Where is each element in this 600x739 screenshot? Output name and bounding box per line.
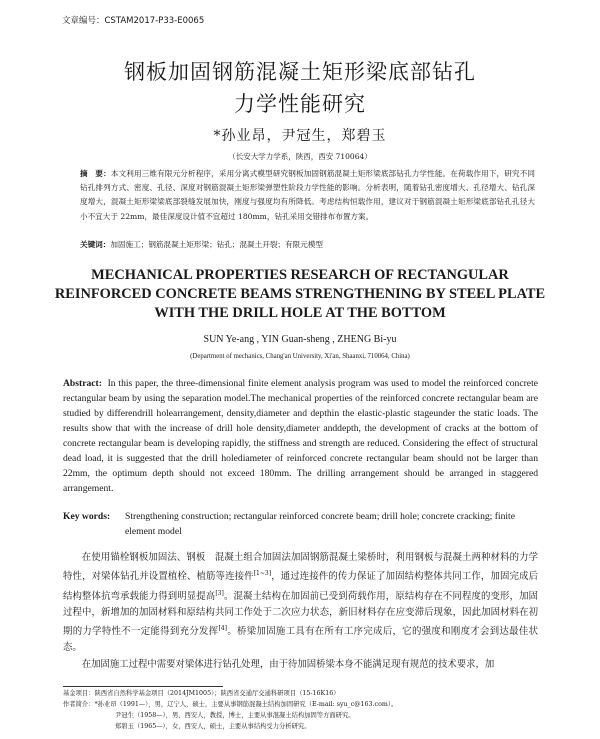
english-abstract-label: Abstract:	[63, 378, 102, 389]
chinese-keywords	[80, 238, 535, 252]
english-abstract	[63, 376, 538, 496]
chinese-abstract-text: 本文利用三维有限元分析程序，采用分离式模型研究钢板加固钢筋混凝土矩形梁底部钻孔力学性能。在荷载作用下，研究不同钻孔排列方式、密度、孔径、深度对钢筋混凝土矩形梁弹塑性阶段力学性能的影响。分析表明，随着钻孔密度增大、孔径增大、钻孔深度增大，混凝土矩形梁梁底部裂缝发展加快，刚度与强度均有所降低。考虑结构恒载作用，建议对于钢筋混凝土矩形梁底部钻孔孔径大小不宜大于 22mm，最佳深度设计值不宜超过 180mm，钻孔采用交错排布布置方案。	[80, 169, 535, 221]
footnote-divider	[63, 686, 223, 687]
footnote-fund: 基金项目：陕西省自然科学基金项目（2014JM1005）；陕西省交通厅交通科研项目（15-16K16）	[63, 690, 340, 697]
english-keywords-text: Strengthening construction; rectangular reinforced concrete beam; drill hole; concrete cracking; finite element model	[125, 511, 515, 537]
chinese-keywords-label: 关键词：	[80, 240, 111, 249]
citation-ref: [3]	[215, 589, 224, 597]
chinese-title-line1: 钢板加固钢筋混凝土矩形梁底部钻孔	[124, 60, 476, 84]
article-number: 文章编号：CSTAM2017-P33-E0065	[62, 16, 205, 26]
chinese-title-line2: 力学性能研究	[234, 92, 366, 116]
body-p1-part-c: 。混凝土结构在加固前已受到荷载作用，原结构存在不同程度的变形，加固过程中，新增加的加固材料和原结构共同工作处于二次应力状态，新旧材料存在应变滞后现象，因此加固材料在初期的力学特性不一定能得到充分发挥	[63, 590, 538, 638]
footnote-author3: 郑碧玉（1965—），女，西安人，硕士，主要从事结构受力分析研究。	[115, 723, 311, 730]
chinese-affiliation: （长安大学力学系，陕西，西安 710064）	[228, 152, 372, 161]
english-affiliation: (Department of mechanics, Chang'an University, Xi'an, Shaanxi, 710064, China)	[190, 353, 410, 360]
chinese-keywords-text: 加固施工；钢筋混凝土矩形梁；钻孔；混凝土开裂；有限元模型	[110, 240, 323, 249]
body-p1-part-d: 。桥梁加固施工具有在所有工序完成后，它的强度和刚度才会到达最佳状态。	[63, 626, 538, 654]
english-keywords-label: Key words:	[63, 511, 111, 522]
body-p1-part-b: ，通过连接件的传力保证了加固结构整体共同工作，加固完成后结构整体抗弯承载能力得到明显提高	[63, 571, 538, 602]
body-paragraph-2: 在加固施工过程中需要对梁体进行钻孔处理，由于待加固桥梁本身不能满足现有规范的技术要求，加	[81, 658, 495, 670]
body-paragraph-1	[63, 550, 538, 657]
footnote-author2: 尹冠生（1958—），男，西安人，教授，博士，主要从事混凝土结构加固等方面研究。	[115, 712, 355, 719]
body-p1-part-a: 在使用锚栓钢板加固法、钢板 混凝土组合加固法加固钢筋混凝土梁桥时，利用钢板与混凝土两种材料的力学特性，对梁体钻孔并设置植栓、植筋等连接件	[63, 552, 538, 583]
english-authors: SUN Ye-ang , YIN Guan-sheng , ZHENG Bi-yu	[203, 334, 397, 345]
body-text	[63, 550, 538, 673]
english-title	[0, 266, 600, 323]
citation-ref: [4]	[218, 625, 227, 633]
english-title-line3: WITH THE DRILL HOLE AT THE BOTTOM	[154, 305, 446, 321]
english-abstract-text: In this paper, the three-dimensional finite element analysis program was used to model the reinforced concrete rectangular beam by using the separation model.The mechanical properties of the reinforced concrete rectangular beam are studied by differendrill holearrangement, density,diameter and depthin the elastic-plastic stageunder the static loads. The results show that with the increase of drill hole density,diameter anddepth, the development of cracks at the bottom of concrete rectangular beam is developing rapidly, the stiffness and strength are reduced. Considering the effect of structural dead load, it is suggested that the drill holediameter of reinforced concrete rectangular beam should not be larger than 22mm, the optimum depth should not exceed 180mm. The drilling arrangement should be arranged in staggered arrangement.	[63, 378, 538, 494]
chinese-authors: *孙业昂，尹冠生，郑碧玉	[213, 128, 387, 144]
citation-ref: [1~3]	[253, 570, 272, 578]
english-title-line2: REINFORCED CONCRETE BEAMS STRENGTHENING BY STEEL PLATE	[54, 286, 546, 302]
footnote-author1: 作者简介：*孙业昂（1991—），男，辽宁人，硕士，主要从事钢筋混凝土结构加固研究（E-mail: syu_c@163.com）。	[63, 701, 398, 708]
english-title-line1: MECHANICAL PROPERTIES RESEARCH OF RECTANGULAR	[91, 267, 509, 283]
chinese-abstract	[80, 167, 535, 224]
footnotes	[63, 688, 538, 732]
chinese-abstract-label: 摘 要：	[80, 169, 111, 178]
english-keywords	[63, 509, 538, 539]
